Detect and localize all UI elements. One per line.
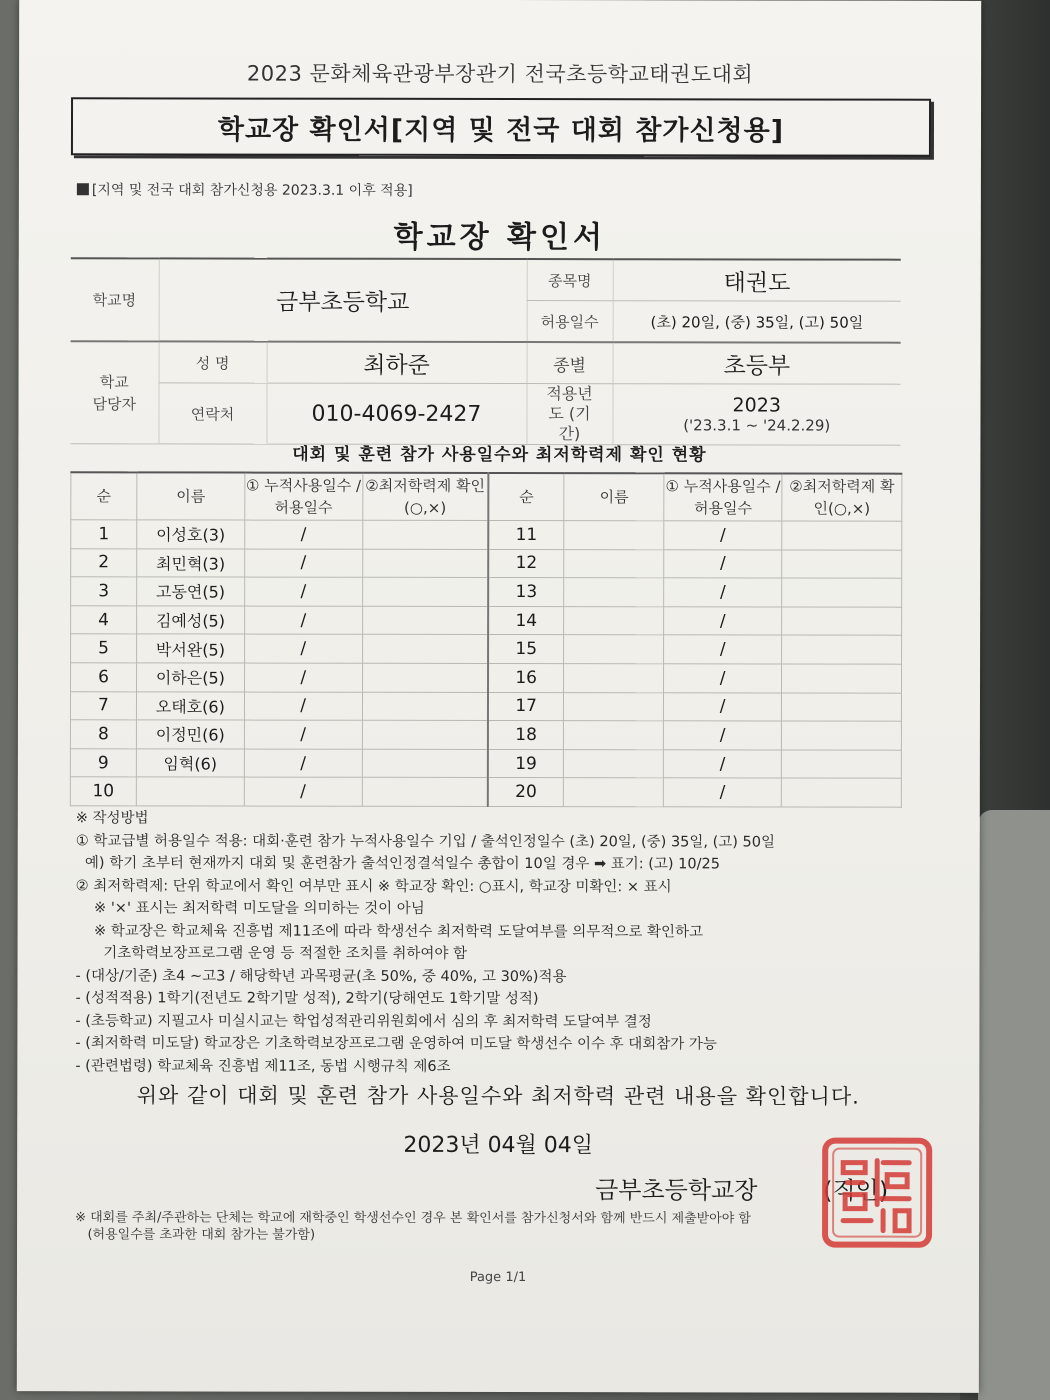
row-number: 3: [71, 577, 137, 606]
student-name: [564, 664, 664, 693]
days-ratio: /: [244, 663, 362, 692]
info-table: [70, 257, 900, 445]
instruction-line: - (관련법령) 학교체육 진흥법 제11조, 동법 시행규칙 제6조: [75, 1057, 451, 1075]
table-row: [71, 663, 902, 693]
row-number: 15: [488, 635, 564, 664]
document-page: [17, 0, 981, 1393]
days-ratio: /: [664, 578, 782, 607]
main-title: 학교장 확인서: [393, 219, 606, 256]
student-name: 임혁(6): [136, 749, 244, 778]
school-name: 금부초등학교: [159, 258, 527, 342]
confirm-statement: 위와 같이 대회 및 훈련 참가 사용일수와 최저학력 관련 내용을 확인합니다.: [136, 1083, 860, 1109]
achievement-check: [781, 778, 901, 807]
row-number: 8: [70, 720, 136, 749]
days-ratio: /: [664, 692, 782, 721]
instruction-line: - (대상/기준) 초4 ~고3 / 해당학년 과목평균(초 50%, 중 40%, 고 30%)적용: [75, 967, 567, 985]
days-ratio: /: [664, 549, 782, 578]
row-number: 12: [488, 549, 564, 578]
header-check: ②최저학력제 확인(○,×): [362, 473, 488, 521]
days-ratio: /: [244, 692, 362, 721]
row-number: 16: [488, 663, 564, 692]
allowed-value: (초) 20일, (중) 35일, (고) 50일: [613, 301, 901, 343]
days-ratio: /: [244, 720, 362, 749]
folder-edge: [978, 810, 1050, 1400]
table-row: [71, 548, 902, 578]
table-row: [70, 777, 901, 807]
event-label: 종목명: [527, 259, 613, 301]
row-number: 18: [488, 721, 564, 750]
achievement-check: [362, 749, 488, 778]
student-name: 이정민(6): [136, 720, 244, 749]
row-number: 2: [71, 548, 137, 577]
achievement-check: [362, 778, 488, 807]
roster-body: [70, 520, 901, 807]
year-label: 적용년도 (기간): [526, 384, 612, 445]
page-number: Page 1/1: [469, 1269, 527, 1286]
table-row: [71, 520, 902, 550]
row-number: 20: [488, 778, 564, 807]
student-name: [564, 778, 664, 807]
contact-value: 010-4069-2427: [266, 383, 526, 444]
header-no: 순: [71, 472, 137, 520]
student-name: 이성호(3): [137, 520, 245, 549]
doc-title-box: [71, 97, 931, 157]
footnote: [75, 1209, 935, 1245]
student-name: [564, 635, 664, 664]
header-days: ① 누적사용일수 /허용일수: [664, 473, 782, 521]
achievement-check: [781, 750, 901, 779]
days-ratio: /: [664, 778, 782, 807]
row-number: 11: [488, 520, 564, 549]
student-name: [564, 749, 664, 778]
achievement-check: [782, 664, 902, 693]
name-label: 성 명: [159, 341, 267, 383]
table-row: [71, 634, 902, 664]
achievement-check: [362, 692, 488, 721]
row-number: 6: [71, 663, 137, 692]
period-value: ('23.3.1 ~ '24.2.29): [683, 416, 831, 435]
instruction-line: ※ '×' 표시는 최저학력 미도달을 의미하는 것이 아님: [75, 900, 425, 917]
issue-date: 2023년 04월 04일: [403, 1132, 594, 1159]
days-ratio: /: [664, 521, 782, 550]
days-ratio: /: [244, 777, 362, 806]
header-name: 이름: [137, 472, 245, 520]
achievement-check: [362, 577, 488, 606]
instruction-line: ① 학교급별 허용일수 적용: 대회·훈련 참가 누적사용일수 기입 / 출석인정일수 (초) 20일, (중) 35일, (고) 50일: [75, 832, 776, 850]
days-ratio: /: [664, 750, 782, 779]
achievement-check: [782, 578, 902, 607]
days-ratio: /: [244, 606, 362, 635]
header-no: 순: [488, 473, 564, 521]
instruction-line: - (최저학력 미도달) 학교장은 기초학력보장프로그램 운영하여 미도달 학생선수 이수 후 대회참가 가능: [75, 1035, 717, 1053]
sign-mark: (직인): [823, 1176, 889, 1205]
student-name: 오태호(6): [136, 691, 244, 720]
header-name: 이름: [564, 473, 664, 521]
row-number: 4: [71, 606, 137, 635]
row-number: 14: [488, 606, 564, 635]
student-name: [136, 777, 244, 806]
row-number: 1: [71, 520, 137, 549]
student-name: 박서완(5): [136, 634, 244, 663]
instruction-line: - (성적적용) 1학기(전년도 2학기말 성적), 2학기(당해연도 1학기말 성적): [75, 990, 539, 1008]
row-number: 17: [488, 692, 564, 721]
instruction-line: ② 최저학력제: 단위 학교에서 확인 여부만 표시 ※ 학교장 확인: ○표시, 학교장 미확인: × 표시: [75, 877, 672, 895]
instruction-line: - (초등학교) 지필고사 미실시교는 학업성적관리위원회에서 심의 후 최저학력 도달여부 결정: [75, 1012, 652, 1030]
instruction-line: ※ 학교장은 학교체육 진흥법 제11조에 따라 학생선수 최저학력 도달여부를 의무적으로 확인하고: [75, 922, 703, 940]
doc-title: 학교장 확인서[지역 및 전국 대회 참가신청용]: [217, 114, 785, 146]
student-name: [564, 606, 664, 635]
achievement-check: [362, 606, 488, 635]
row-number: 7: [70, 691, 136, 720]
achievement-check: [782, 521, 902, 550]
table-row: [71, 577, 902, 607]
instruction-line: ※ 작성방법: [75, 810, 149, 827]
days-ratio: /: [244, 549, 362, 578]
year-cell: [612, 384, 900, 446]
days-ratio: /: [664, 721, 782, 750]
days-ratio: /: [245, 520, 363, 549]
row-number: 9: [70, 749, 136, 778]
student-name: 김예성(5): [137, 606, 245, 635]
table-row: [70, 720, 901, 750]
days-ratio: /: [244, 634, 362, 663]
table-row: [70, 691, 901, 721]
achievement-check: [362, 549, 488, 578]
instruction-line: 기초학력보장프로그램 운영 등 적절한 조치를 취하여야 함: [75, 945, 468, 962]
achievement-check: [362, 663, 488, 692]
principal-name: 금부초등학교장: [595, 1176, 758, 1205]
student-name: 최민혁(3): [137, 548, 245, 577]
achievement-check: [782, 635, 902, 664]
row-number: 19: [488, 749, 564, 778]
table-row: [70, 749, 901, 779]
event-value: 태권도: [613, 259, 901, 301]
days-ratio: /: [244, 577, 362, 606]
achievement-check: [781, 721, 901, 750]
row-number: 10: [70, 777, 136, 806]
header-days: ① 누적사용일수 /허용일수: [245, 473, 363, 521]
student-name: [564, 692, 664, 721]
student-name: [564, 721, 664, 750]
student-name: 이하은(5): [136, 663, 244, 692]
days-ratio: /: [664, 607, 782, 636]
achievement-check: [362, 635, 488, 664]
instructions: [75, 807, 955, 1079]
student-name: 고동연(5): [137, 577, 245, 606]
notice-text: [지역 및 전국 대회 참가신청용 2023.3.1 이후 적용]: [91, 182, 413, 199]
achievement-check: [782, 693, 902, 722]
days-ratio: /: [664, 635, 782, 664]
instruction-line: 예) 학기 초부터 현재까지 대회 및 훈련참가 출석인정결석일수 총합이 10일 경우 ➡ 표기: (고) 10/25: [75, 855, 720, 873]
category-label: 종별: [527, 342, 613, 384]
manager-label: 학교 담당자: [70, 341, 158, 444]
row-number: 5: [71, 634, 137, 663]
roster-table: [70, 471, 903, 807]
contact-label: 연락처: [158, 383, 266, 444]
row-number: 13: [488, 578, 564, 607]
category-value: 초등부: [613, 342, 901, 384]
student-name: [564, 578, 664, 607]
notice: [77, 179, 413, 200]
year-value: 2023: [732, 394, 781, 417]
table-row: [71, 606, 902, 636]
days-ratio: /: [664, 664, 782, 693]
allowed-label: 허용일수: [527, 301, 613, 343]
header-check: ②최저학력제 확인(○,×): [782, 473, 902, 521]
square-bullet-icon: [77, 183, 89, 195]
school-label: 학교명: [71, 258, 159, 341]
student-name: [564, 549, 664, 578]
achievement-check: [782, 607, 902, 636]
section-title: 대회 및 훈련 참가 사용일수와 최저학력제 확인 현황: [292, 444, 707, 466]
days-ratio: /: [244, 749, 362, 778]
achievement-check: [362, 720, 488, 749]
footnote-line: ※ 대회를 주최/주관하는 단체는 학교에 재학중인 학생선수인 경우 본 확인서를 참가신청서와 함께 반드시 제출받아야 함: [75, 1210, 752, 1227]
footnote-line: (허용일수를 초과한 대회 참가는 불가함): [75, 1227, 316, 1243]
name-value: 최하준: [267, 342, 527, 384]
event-title: 2023 문화체육관광부장관기 전국초등학교태권도대회: [246, 61, 754, 87]
student-name: [564, 521, 664, 550]
achievement-check: [782, 550, 902, 579]
achievement-check: [362, 520, 488, 549]
